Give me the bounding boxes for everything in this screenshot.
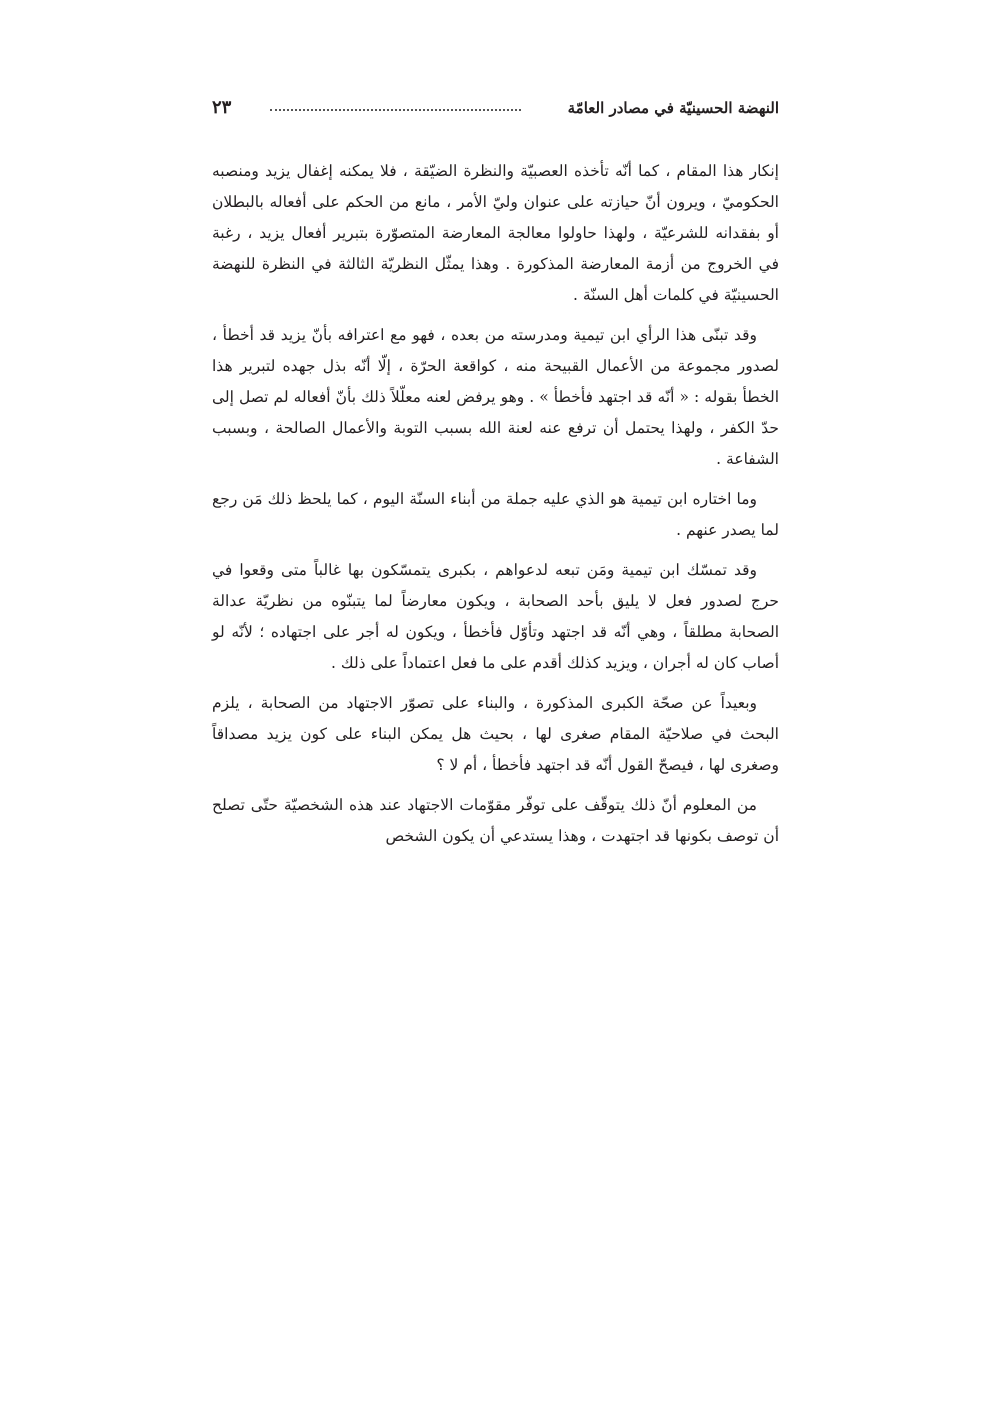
paragraph: وما اختاره ابن تيمية هو الذي عليه جملة من أبناء السنّة اليوم ، كما يلحظ ذلك مَن رجع لما يصدر عنهم . bbox=[212, 490, 779, 539]
dot-leader-divider bbox=[270, 109, 521, 111]
book-page bbox=[212, 96, 779, 1096]
paragraph: وقد تمسّك ابن تيمية ومَن تبعه لدعواهم ، بكبرى يتمسّكون بها غالباً متى وقعوا في حرج لصدور فعل لا يليق بأحد الصحابة ، ويكون معارضاً لما يتبنّوه من نظريّة عدالة الصحابة مطلقاً ، وهي أنّه قد اجتهد وتأوّل فأخطأ ، ويكون له أجر على اجتهاده ؛ لأنّه لو أصاب كان له أجران ، ويزيد كذلك أقدم على ما فعل اعتماداً على ذلك . bbox=[212, 561, 779, 672]
page-header bbox=[212, 96, 779, 134]
page-number: ٢٣ bbox=[212, 97, 232, 118]
body-text bbox=[212, 156, 779, 852]
paragraph: وقد تبنّى هذا الرأي ابن تيمية ومدرسته من بعده ، فهو مع اعترافه بأنّ يزيد قد أخطأ ، لصدور مجموعة من الأعمال القبيحة منه ، كواقعة الحرّة ، إلّا أنّه بذل جهده لتبرير هذا الخطأ بقوله : « أنّه قد اجتهد فأخطأ » . وهو يرفض لعنه معلّلاً ذلك بأنّ أفعاله لم تصل إلى حدّ الكفر ، ولهذا يحتمل أن ترفع عنه لعنة الله بسبب التوبة والأعمال الصالحة ، وبسبب الشفاعة . bbox=[212, 326, 779, 468]
running-title: النهضة الحسينيّة في مصادر العامّة bbox=[567, 99, 779, 117]
paragraph: وبعيداً عن صحّة الكبرى المذكورة ، والبناء على تصوّر الاجتهاد من الصحابة ، يلزم البحث في صلاحيّة المقام صغرى لها ، بحيث هل يمكن البناء على كون يزيد مصداقاً وصغرى لها ، فيصحّ القول أنّه قد اجتهد فأخطأ ، أم لا ؟ bbox=[212, 694, 779, 774]
paragraph: من المعلوم أنّ ذلك يتوقّف على توفّر مقوّمات الاجتهاد عند هذه الشخصيّة حتّى تصلح أن توصف بكونها قد اجتهدت ، وهذا يستدعي أن يكون الشخص bbox=[212, 796, 779, 845]
paragraph: إنكار هذا المقام ، كما أنّه تأخذه العصبيّة والنظرة الضيّقة ، فلا يمكنه إغفال يزيد ومنصبه الحكوميّ ، ويرون أنّ حيازته على عنوان وليّ الأمر ، مانع من الحكم على أفعاله بالبطلان أو بفقدانه للشرعيّة ، ولهذا حاولوا معالجة المعارضة المتصوّرة بتبرير أفعال يزيد ، رغبة في الخروج من أزمة المعارضة المذكورة . وهذا يمثّل النظريّة الثالثة في النظرة للنهضة الحسينيّة في كلمات أهل السنّة . bbox=[212, 162, 779, 304]
